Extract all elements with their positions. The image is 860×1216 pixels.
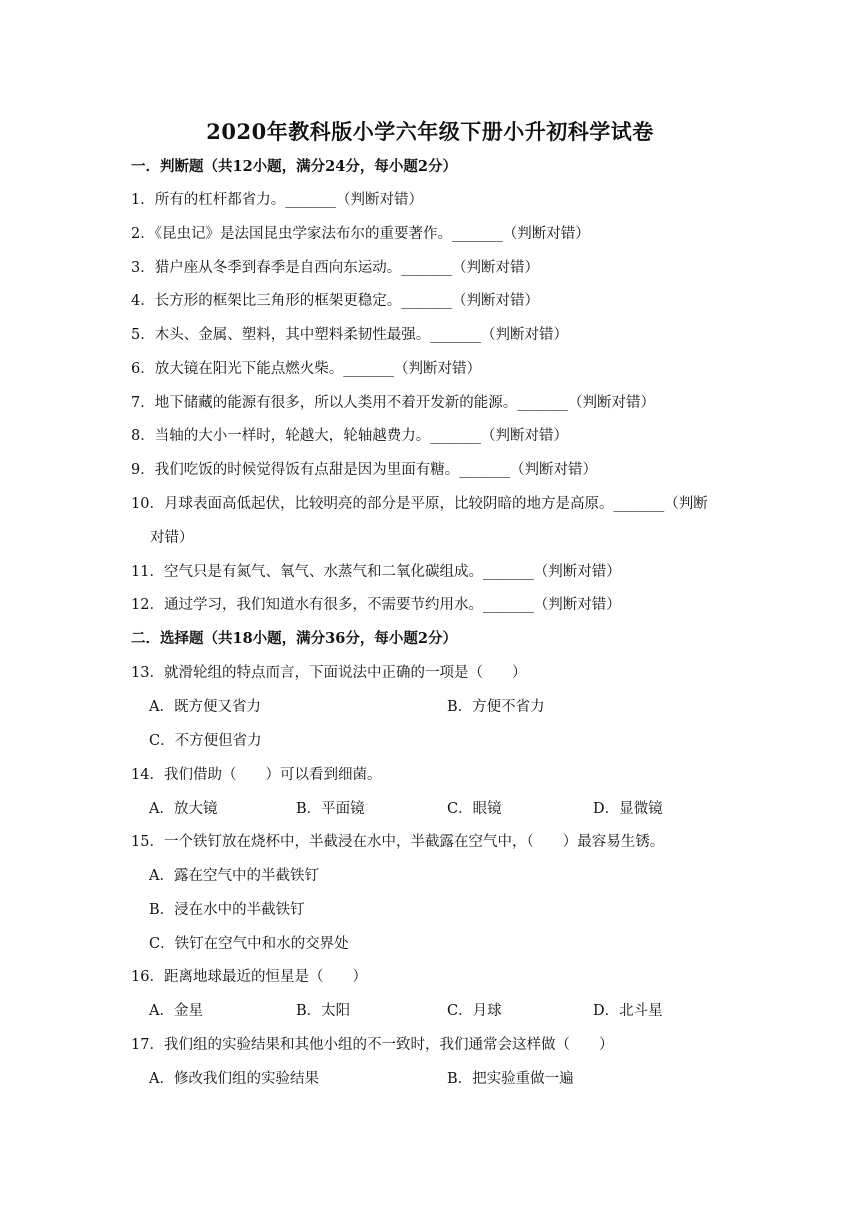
q13-option-a: A．既方便又省力 <box>149 699 261 715</box>
section-heading-choice: 二．选择题（共18小题，满分36分，每小题2分） <box>131 630 457 647</box>
question-4: 4．长方形的框架比三角形的框架更稳定。_______（判断对错） <box>131 293 539 309</box>
q15-option-a: A．露在空气中的半截铁钉 <box>149 868 319 884</box>
question-8: 8．当轴的大小一样时，轮越大，轮轴越费力。_______（判断对错） <box>131 428 568 444</box>
q14-option-d: D．显微镜 <box>593 801 663 817</box>
question-12: 12．通过学习，我们知道水有很多，不需要节约用水。_______（判断对错） <box>131 597 621 613</box>
q16-option-d: D．北斗星 <box>593 1003 663 1019</box>
question-2: 2．《昆虫记》是法国昆虫学家法布尔的重要著作。_______（判断对错） <box>131 226 590 242</box>
q14-option-b: B．平面镜 <box>296 801 365 817</box>
q14-option-c: C．眼镜 <box>447 801 502 817</box>
question-5: 5．木头、金属、塑料，其中塑料柔韧性最强。_______（判断对错） <box>131 327 568 343</box>
question-15: 15．一个铁钉放在烧杯中，半截浸在水中，半截露在空气中，（ ）最容易生锈。 <box>131 834 665 850</box>
question-1: 1．所有的杠杆都省力。_______（判断对错） <box>131 192 423 208</box>
question-9: 9．我们吃饭的时候觉得饭有点甜是因为里面有糖。_______（判断对错） <box>131 462 597 478</box>
q13-option-b: B．方便不省力 <box>447 699 545 715</box>
q16-option-c: C．月球 <box>447 1003 502 1019</box>
question-10-continuation: 对错） <box>150 530 194 546</box>
q13-option-c: C．不方便但省力 <box>149 733 262 749</box>
q15-option-b: B．浸在水中的半截铁钉 <box>149 902 305 918</box>
question-14: 14．我们借助（ ）可以看到细菌。 <box>131 767 382 783</box>
q17-option-b: B．把实验重做一遍 <box>447 1071 574 1087</box>
question-11: 11．空气只是有氮气、氧气、水蒸气和二氧化碳组成。_______（判断对错） <box>131 564 621 580</box>
question-10: 10．月球表面高低起伏，比较明亮的部分是平原，比较阴暗的地方是高原。_______（判断 <box>131 496 708 512</box>
question-7: 7．地下储藏的能源有很多，所以人类用不着开发新的能源。_______（判断对错） <box>131 395 655 411</box>
question-16: 16．距离地球最近的恒星是（ ） <box>131 969 367 985</box>
question-17: 17．我们组的实验结果和其他小组的不一致时，我们通常会这样做（ ） <box>131 1037 614 1053</box>
q16-option-a: A．金星 <box>149 1003 203 1019</box>
q17-option-a: A．修改我们组的实验结果 <box>149 1071 319 1087</box>
question-6: 6．放大镜在阳光下能点燃火柴。_______（判断对错） <box>131 361 481 377</box>
q14-option-a: A．放大镜 <box>149 801 218 817</box>
exam-title: 2020年教科版小学六年级下册小升初科学试卷 <box>206 119 654 144</box>
question-13: 13．就滑轮组的特点而言，下面说法中正确的一项是（ ） <box>131 665 527 681</box>
question-3: 3．猎户座从冬季到春季是自西向东运动。_______（判断对错） <box>131 260 539 276</box>
section-heading-judgement: 一．判断题（共12小题，满分24分，每小题2分） <box>131 158 457 175</box>
q15-option-c: C．铁钉在空气中和水的交界处 <box>149 936 349 952</box>
q16-option-b: B．太阳 <box>296 1003 351 1019</box>
